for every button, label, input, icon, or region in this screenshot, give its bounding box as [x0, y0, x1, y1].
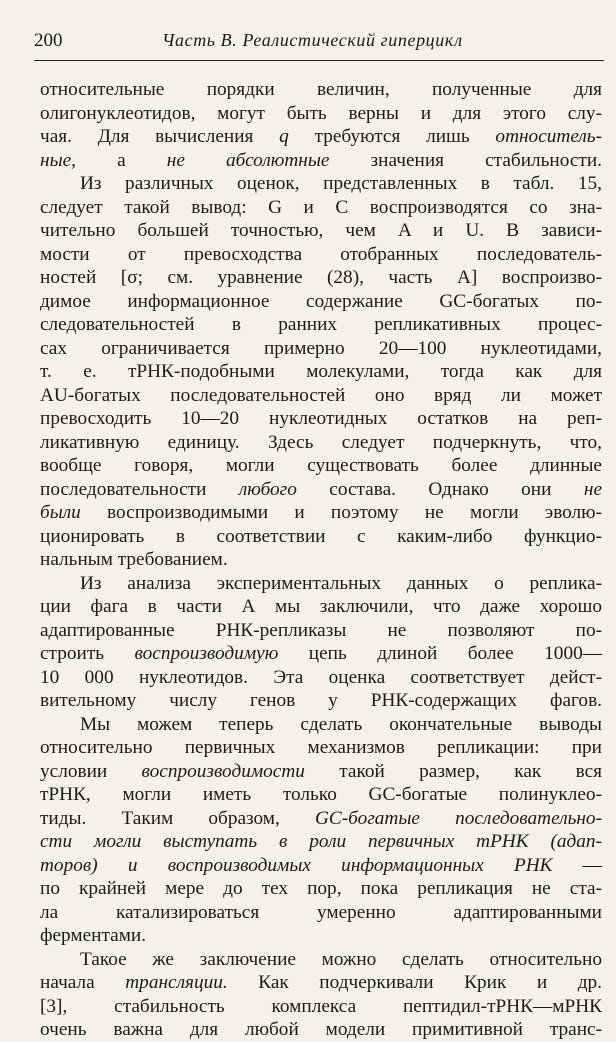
- text-segment: строить: [40, 643, 135, 664]
- text-segment: последовательности: [40, 478, 239, 500]
- text-segment: сах ограничивается примерно 20—100 нуклеотидами,: [40, 337, 602, 359]
- text-segment: Из различных оценок, представленных в табл. 15,: [80, 173, 602, 194]
- page-number: 200: [34, 30, 63, 51]
- text-segment: требуются лишь: [288, 126, 496, 147]
- text-line: [40, 877, 602, 901]
- text-segment: нальным требованием.: [40, 549, 228, 570]
- header-rule: [34, 60, 604, 61]
- text-line: [40, 313, 602, 337]
- text-segment: а: [76, 149, 167, 171]
- text-segment: относительно первичных механизмов репликации: при: [40, 737, 602, 758]
- text-segment: адаптированные РНК-репликазы не позволяют по-: [40, 619, 602, 641]
- text-line: [40, 454, 602, 478]
- text-line: [40, 478, 602, 502]
- text-segment: условии: [40, 760, 142, 782]
- italic-segment: воспроизводимости: [141, 760, 305, 782]
- italic-segment: относитель-: [495, 126, 602, 147]
- paragraph-4: [40, 713, 602, 948]
- text-segment: —: [552, 854, 602, 876]
- text-segment: превосходить 10—20 нуклеотидных остатков на реп-: [40, 408, 602, 429]
- text-segment: Из анализа экспериментальных данных о реплика-: [80, 572, 602, 594]
- text-segment: относительные порядки величин, полученные для: [40, 79, 602, 100]
- text-segment: воспроизводимыми и поэтому не могли эволю-: [80, 502, 602, 523]
- italic-segment: торов) и воспроизводимых информационных РНК: [40, 854, 553, 876]
- text-line: [40, 854, 602, 878]
- text-line: [40, 595, 602, 619]
- text-line: [40, 172, 602, 196]
- text-line: [40, 666, 602, 690]
- page-header: [34, 30, 602, 56]
- paragraph-1: [40, 78, 602, 172]
- paragraph-3: [40, 572, 602, 713]
- text-segment: мости от превосходства отобранных последователь-: [40, 243, 602, 265]
- text-segment: начала: [40, 972, 126, 993]
- running-head: Часть В. Реалистический гиперцикл: [162, 30, 463, 50]
- italic-segment: не: [583, 478, 602, 500]
- text-line: [40, 290, 602, 314]
- text-line: [40, 689, 602, 713]
- italic-segment: сти могли выступать в роли первичных тРНК (адап-: [40, 831, 602, 852]
- text-line: [40, 1018, 602, 1042]
- text-line: [40, 736, 602, 760]
- italic-segment: не абсолютные: [166, 149, 330, 171]
- text-line: [40, 924, 602, 948]
- text-segment: состава. Однако они: [296, 478, 584, 500]
- text-line: [40, 243, 602, 267]
- text-segment: т. е. тРНК-подобными молекулами, тогда как для: [40, 361, 602, 382]
- text-line: [40, 501, 602, 525]
- text-segment: по крайней мере до тех пор, пока репликация не ста-: [40, 878, 602, 899]
- text-segment: Мы можем теперь сделать окончательные выводы: [80, 713, 602, 735]
- text-segment: Как подчеркивали Крик и др.: [227, 972, 602, 993]
- page-body: [40, 78, 602, 1042]
- text-segment: вительному числу генов у РНК-содержащих фагов.: [40, 690, 602, 711]
- text-line: [40, 830, 602, 854]
- text-line: [40, 337, 602, 361]
- text-segment: чительно большей точностью, чем A и U. В зависи-: [40, 220, 602, 241]
- paragraph-2: [40, 172, 602, 572]
- text-segment: чая. Для вычисления: [40, 126, 280, 147]
- text-segment: вообще говоря, могли существовать более длинные: [40, 455, 602, 476]
- text-segment: значения стабильности.: [329, 149, 602, 171]
- text-segment: очень важна для любой модели примитивной транс-: [40, 1019, 602, 1040]
- italic-segment: трансляции.: [125, 972, 228, 993]
- text-line: [40, 572, 602, 596]
- text-line: [40, 125, 602, 149]
- italic-segment: любого: [238, 478, 297, 500]
- italic-segment: воспроизводимую: [134, 643, 279, 664]
- text-line: [40, 760, 602, 784]
- text-line: [40, 384, 602, 408]
- text-segment: 10 000 нуклеотидов. Эта оценка соответствует дейст-: [40, 666, 602, 688]
- text-segment: следует такой вывод: G и C воспроизводятся со зна-: [40, 196, 602, 218]
- text-line: [40, 995, 602, 1019]
- text-segment: Такое же заключение можно сделать относительно: [80, 948, 602, 970]
- text-segment: тиды. Таким образом,: [40, 807, 315, 829]
- paragraph-5: [40, 948, 602, 1042]
- italic-segment: были: [40, 502, 81, 523]
- text-line: [40, 266, 602, 290]
- text-line: [40, 713, 602, 737]
- text-segment: ла катализироваться умеренно адаптированными: [40, 901, 602, 923]
- text-line: [40, 407, 602, 431]
- text-line: [40, 948, 602, 972]
- text-line: [40, 431, 602, 455]
- text-segment: следовательностей в ранних репликативных процес-: [40, 314, 602, 335]
- italic-segment: GC-богатые последовательно-: [314, 807, 602, 829]
- text-line: [40, 360, 602, 384]
- text-line: [40, 807, 602, 831]
- text-line: [40, 149, 602, 173]
- italic-segment: q: [279, 126, 289, 147]
- text-line: [40, 102, 602, 126]
- text-segment: [3], стабильность комплекса пептидил-тРНК—мРНК: [40, 995, 602, 1017]
- italic-segment: ные,: [40, 149, 77, 171]
- text-line: [40, 78, 602, 102]
- text-line: [40, 196, 602, 220]
- text-line: [40, 901, 602, 925]
- text-segment: ции фага в части А мы заключили, что даже хорошо: [40, 596, 602, 617]
- text-line: [40, 783, 602, 807]
- text-line: [40, 548, 602, 572]
- text-line: [40, 219, 602, 243]
- text-segment: ностей [σ; см. уравнение (28), часть А] воспроизво-: [40, 267, 602, 288]
- text-segment: ционировать в соответствии с каким-либо функцио-: [40, 525, 602, 547]
- text-line: [40, 971, 602, 995]
- text-segment: ферментами.: [40, 925, 147, 946]
- text-segment: такой размер, как вся: [304, 760, 603, 782]
- text-segment: цепь длиной более 1000—: [278, 643, 603, 664]
- text-line: [40, 642, 602, 666]
- text-segment: олигонуклеотидов, могут быть верны и для этого слу-: [40, 102, 602, 124]
- text-line: [40, 619, 602, 643]
- text-segment: AU-богатых последовательностей оно вряд ли может: [40, 384, 602, 406]
- text-segment: димое информационное содержание GC-богатых по-: [40, 290, 602, 312]
- text-line: [40, 525, 602, 549]
- text-segment: тРНК, могли иметь только GC-богатые полинуклео-: [40, 784, 602, 805]
- text-segment: ликативную единицу. Здесь следует подчеркнуть, что,: [40, 431, 602, 453]
